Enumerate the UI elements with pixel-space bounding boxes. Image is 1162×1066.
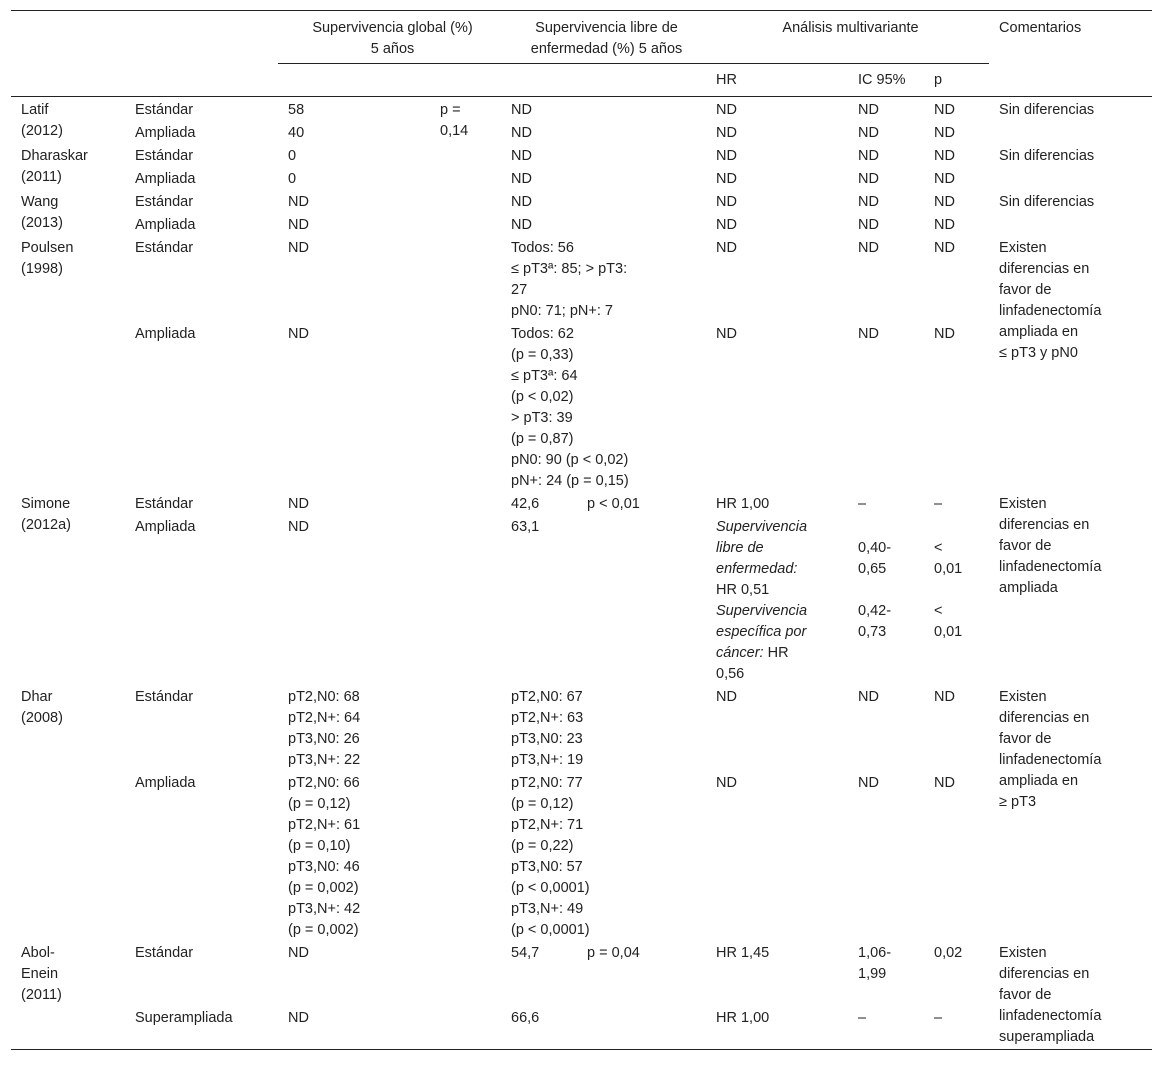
header-multivariate: Análisis multivariante xyxy=(782,20,919,36)
dfs-number: 42,6 xyxy=(511,496,540,512)
ic-value: ND xyxy=(858,217,879,233)
table-row xyxy=(11,1007,1152,1049)
ic-value: – xyxy=(858,1010,867,1027)
os-value: 0 xyxy=(288,171,297,187)
hr-value: ND xyxy=(716,326,737,342)
table-row xyxy=(11,942,1152,1007)
hr-value: ND xyxy=(716,775,737,791)
study-name: Dharaskar (2011) xyxy=(21,148,88,185)
header-overall-survival: Supervivencia global (%) 5 años xyxy=(312,20,473,57)
comment: Existen diferencias en favor de linfadenectomía ampliada en ≤ pT3 y pN0 xyxy=(999,240,1102,361)
p-value: ND xyxy=(934,171,955,187)
hr-value: HR 1,45 xyxy=(716,945,770,961)
dfs-number: 54,7 xyxy=(511,945,540,961)
hr-value xyxy=(706,516,848,686)
ic-value: ND xyxy=(858,102,879,118)
p-value xyxy=(924,516,989,686)
p-value: ND xyxy=(934,775,955,791)
p-value: – xyxy=(934,496,943,512)
dfs-value: pT2,N0: 67 pT2,N+: 63 pT3,N0: 23 pT3,N+: 19 xyxy=(511,689,584,768)
arm-label: Estándar xyxy=(135,148,194,164)
p-value: ND xyxy=(934,194,955,210)
table-row xyxy=(11,237,1152,323)
os-p-value: p = 0,14 xyxy=(440,102,469,139)
hr-value: ND xyxy=(716,102,737,118)
comment: Sin diferencias xyxy=(999,102,1095,118)
dfs-value: ND xyxy=(511,102,532,118)
dfs-value: pT2,N0: 77 (p = 0,12) pT2,N+: 71 (p = 0,22) pT3,N0: 57 (p < 0,0001) pT3,N+: 49 (p < 0,0001) xyxy=(511,775,590,938)
dfs-value: Todos: 62 (p = 0,33) ≤ pT3ª: 64 (p < 0,02) > pT3: 39 (p = 0,87) pN0: 90 (p < 0,02) pN+: 24 (p = 0,15) xyxy=(511,326,629,489)
p-value: ND xyxy=(934,148,955,164)
header-hr: HR xyxy=(706,64,848,97)
ic-value-dfs: 0,40- 0,65 xyxy=(858,540,892,577)
p-value-css: < 0,01 xyxy=(934,603,963,640)
comment: Existen diferencias en favor de linfadenectomía ampliada xyxy=(999,496,1102,596)
hr-value: HR 1,00 xyxy=(716,1010,770,1027)
ic-value-css: 0,42- 0,73 xyxy=(858,603,892,640)
ic-value: 1,06- 1,99 xyxy=(858,945,892,982)
table-row xyxy=(11,772,1152,942)
ic-value: ND xyxy=(858,240,879,256)
hr-value-dfs: HR 0,51 xyxy=(716,582,770,598)
ic-value: ND xyxy=(858,148,879,164)
hr-value-css: HR 0,56 xyxy=(716,645,789,682)
comment: Existen diferencias en favor de linfadenectomía ampliada en ≥ pT3 xyxy=(999,689,1102,810)
os-value: ND xyxy=(288,217,309,233)
dfs-value xyxy=(501,942,706,1007)
arm-label: Estándar xyxy=(135,945,194,961)
arm-label: Ampliada xyxy=(135,326,196,342)
os-value: ND xyxy=(288,1010,309,1027)
p-value-dfs: < 0,01 xyxy=(934,540,963,577)
os-value: pT2,N0: 68 pT2,N+: 64 pT3,N0: 26 pT3,N+: 22 xyxy=(288,689,361,768)
study-name: Simone (2012a) xyxy=(21,496,71,533)
ic-value: ND xyxy=(858,326,879,342)
p-value: ND xyxy=(934,217,955,233)
dfs-value: ND xyxy=(511,125,532,141)
table-row xyxy=(11,122,1152,145)
os-value: ND xyxy=(288,519,309,535)
study-name: Wang (2013) xyxy=(21,194,63,231)
hr-value: ND xyxy=(716,148,737,164)
p-value: – xyxy=(934,1010,943,1027)
hr-label-css: Supervivencia específica por cáncer: xyxy=(716,603,808,661)
os-value: 0 xyxy=(288,148,297,164)
table-row xyxy=(11,686,1152,772)
os-value: ND xyxy=(288,240,309,256)
os-value: 40 xyxy=(288,125,305,141)
ic-value: – xyxy=(858,496,867,512)
table-row xyxy=(11,516,1152,686)
arm-label: Ampliada xyxy=(135,217,196,233)
p-value: ND xyxy=(934,102,955,118)
os-value: ND xyxy=(288,496,309,512)
header-row xyxy=(11,11,1152,64)
arm-label: Estándar xyxy=(135,689,194,705)
dfs-p-value: p < 0,01 xyxy=(587,496,640,512)
dfs-value: ND xyxy=(511,194,532,210)
table-row xyxy=(11,323,1152,493)
table-row xyxy=(11,97,1152,123)
dfs-value: ND xyxy=(511,171,532,187)
os-value: pT2,N0: 66 (p = 0,12) pT2,N+: 61 (p = 0,10) pT3,N0: 46 (p = 0,002) pT3,N+: 42 (p = 0,002) xyxy=(288,775,361,938)
header-empty xyxy=(125,11,278,64)
arm-label: Ampliada xyxy=(135,519,196,535)
hr-value: ND xyxy=(716,217,737,233)
ic-value xyxy=(848,516,924,686)
arm-label: Estándar xyxy=(135,240,194,256)
arm-label: Estándar xyxy=(135,102,194,118)
comment: Existen diferencias en favor de linfadenectomía superampliada xyxy=(999,945,1102,1045)
study-name: Abol- Enein (2011) xyxy=(21,945,62,1003)
dfs-value: ND xyxy=(511,148,532,164)
p-value: ND xyxy=(934,240,955,256)
p-value: ND xyxy=(934,689,955,705)
p-value: ND xyxy=(934,326,955,342)
hr-value: ND xyxy=(716,125,737,141)
p-value: 0,02 xyxy=(934,945,963,961)
hr-value: ND xyxy=(716,171,737,187)
ic-value: ND xyxy=(858,775,879,791)
comment: Sin diferencias xyxy=(999,194,1095,210)
hr-css xyxy=(716,601,844,685)
header-disease-free-survival: Supervivencia libre de enfermedad (%) 5 años xyxy=(530,20,683,57)
table-row xyxy=(11,493,1152,516)
ic-value: ND xyxy=(858,171,879,187)
hr-value: HR 1,00 xyxy=(716,496,770,512)
results-table xyxy=(11,10,1152,1050)
dfs-value: 63,1 xyxy=(511,519,540,535)
ic-value: ND xyxy=(858,125,879,141)
arm-label: Superampliada xyxy=(135,1010,233,1027)
header-ic95: IC 95% xyxy=(848,64,924,97)
ic-value: ND xyxy=(858,689,879,705)
dfs-p-value: p = 0,04 xyxy=(587,945,640,961)
os-value: ND xyxy=(288,194,309,210)
os-value: 58 xyxy=(288,102,305,118)
study-name: Latif (2012) xyxy=(21,102,63,139)
p-value: ND xyxy=(934,125,955,141)
dfs-value: 66,6 xyxy=(511,1010,540,1027)
arm-label: Ampliada xyxy=(135,171,196,187)
os-value: ND xyxy=(288,326,309,342)
results-table-container xyxy=(11,10,1152,1050)
os-value: ND xyxy=(288,945,309,961)
arm-label: Estándar xyxy=(135,194,194,210)
subheader-row xyxy=(11,64,1152,97)
table-row xyxy=(11,168,1152,191)
arm-label: Ampliada xyxy=(135,125,196,141)
table-row xyxy=(11,214,1152,237)
ic-value: ND xyxy=(858,194,879,210)
hr-value: ND xyxy=(716,194,737,210)
header-empty xyxy=(11,11,125,64)
hr-label-dfs: Supervivencia libre de enfermedad: xyxy=(716,519,808,577)
header-p: p xyxy=(924,64,989,97)
arm-label: Estándar xyxy=(135,496,194,512)
arm-label: Ampliada xyxy=(135,775,196,791)
study-name: Dhar (2008) xyxy=(21,689,63,726)
hr-value: ND xyxy=(716,240,737,256)
dfs-value xyxy=(501,493,706,516)
dfs-value: ND xyxy=(511,217,532,233)
table-row xyxy=(11,145,1152,168)
comment: Sin diferencias xyxy=(999,148,1095,164)
header-comments: Comentarios xyxy=(999,20,1082,36)
hr-value: ND xyxy=(716,689,737,705)
dfs-value: Todos: 56 ≤ pT3ª: 85; > pT3: 27 pN0: 71; pN+: 7 xyxy=(511,240,628,319)
study-name: Poulsen (1998) xyxy=(21,240,74,277)
table-row xyxy=(11,191,1152,214)
